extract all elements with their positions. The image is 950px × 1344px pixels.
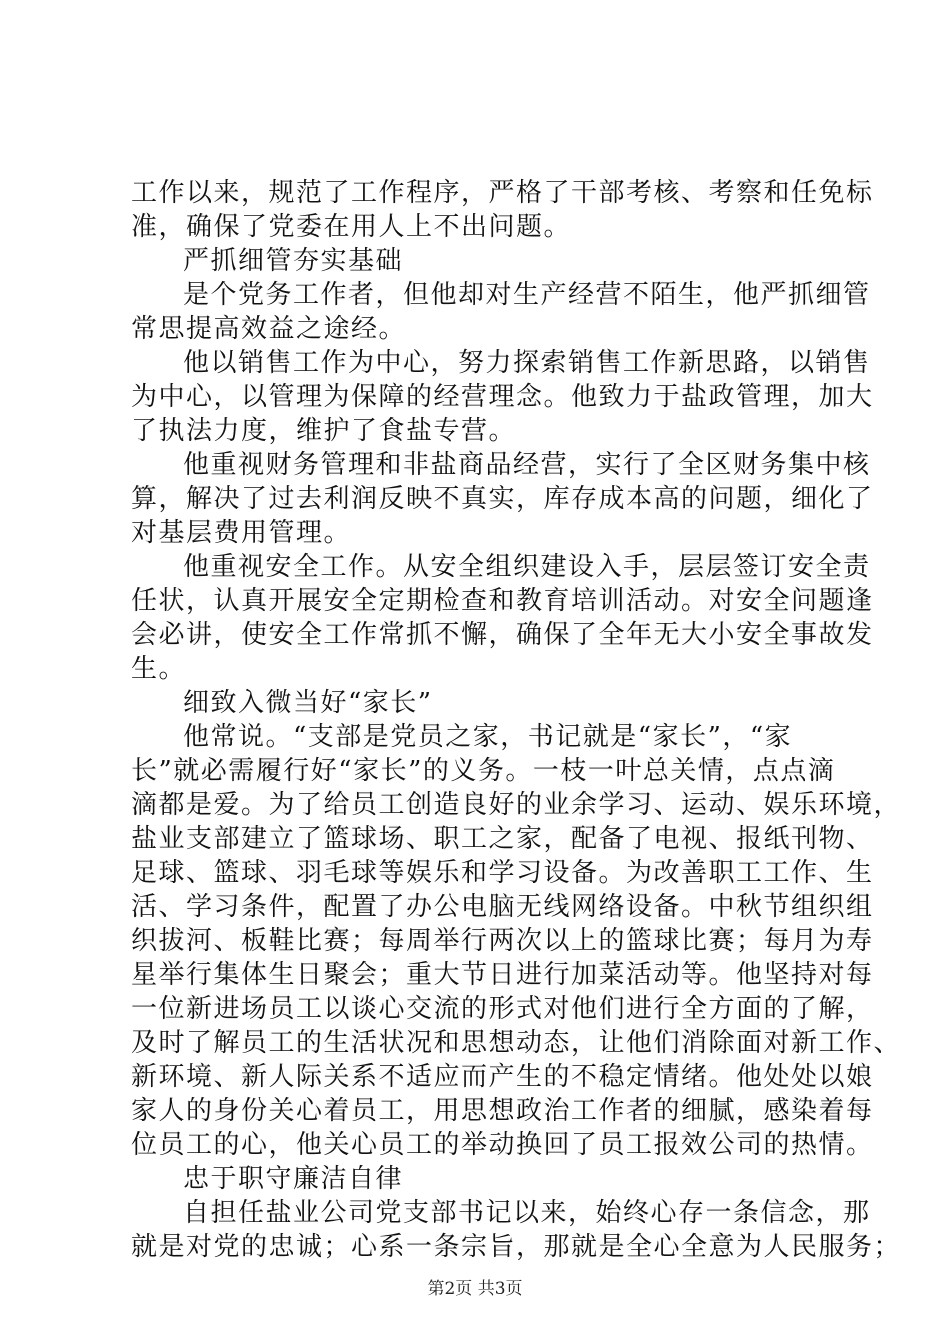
text-line: 为中心，以管理为保障的经营理念。他致力于盐政管理，加大 [131, 382, 874, 412]
text-line: 足球、篮球、羽毛球等娱乐和学习设备。为改善职工工作、生 [131, 858, 874, 888]
text-line: 算，解决了过去利润反映不真实，库存成本高的问题，细化了 [131, 484, 874, 514]
text-line: 他常说。“支部是党员之家，书记就是“家长”，“家 [183, 722, 793, 752]
text-line: 一位新进场员工以谈心交流的形式对他们进行全方面的了解， [131, 994, 874, 1024]
text-line: 工作以来，规范了工作程序，严格了干部考核、考察和任免标 [131, 178, 874, 208]
text-line: 了执法力度，维护了食盐专营。 [131, 416, 517, 446]
text-line: 长”就必需履行好“家长”的义务。一枝一叶总关情，点点滴 [131, 756, 836, 786]
text-line: 他重视财务管理和非盐商品经营，实行了全区财务集中核 [183, 450, 871, 480]
text-line: 任状，认真开展安全定期检查和教育培训活动。对安全问题逢 [131, 586, 874, 616]
text-line: 位员工的心，他关心员工的举动换回了员工报效公司的热情。 [131, 1130, 874, 1160]
text-line: 活、学习条件，配置了办公电脑无线网络设备。中秋节组织组 [131, 892, 874, 922]
text-line: 是个党务工作者，但他却对生产经营不陌生，他严抓细管 [183, 280, 871, 310]
text-line: 星举行集体生日聚会；重大节日进行加菜活动等。他坚持对每 [131, 960, 874, 990]
section-heading: 细致入微当好“家长” [183, 688, 433, 718]
text-line: 准，确保了党委在用人上不出问题。 [131, 212, 572, 242]
page-footer [0, 1278, 950, 1300]
text-line: 就是对党的忠诚；心系一条宗旨，那就是全心全意为人民服务； [131, 1232, 902, 1262]
text-line: 新环境、新人际关系不适应而产生的不稳定情绪。他处处以娘 [131, 1062, 874, 1092]
text-line: 及时了解员工的生活状况和思想动态，让他们消除面对新工作、 [131, 1028, 902, 1058]
page-number-label: 第2页 共3页 [427, 1279, 523, 1299]
section-heading: 严抓细管夯实基础 [183, 246, 404, 276]
text-line: 自担任盐业公司党支部书记以来，始终心存一条信念，那 [183, 1198, 871, 1228]
text-line: 他重视安全工作。从安全组织建设入手，层层签订安全责 [183, 552, 871, 582]
text-line: 织拔河、板鞋比赛；每周举行两次以上的篮球比赛；每月为寿 [131, 926, 874, 956]
text-line: 对基层费用管理。 [131, 518, 352, 548]
section-heading: 忠于职守廉洁自律 [183, 1164, 404, 1194]
text-line: 会必讲，使安全工作常抓不懈，确保了全年无大小安全事故发 [131, 620, 874, 650]
text-line: 生。 [131, 654, 187, 684]
text-line: 家人的身份关心着员工，用思想政治工作者的细腻，感染着每 [131, 1096, 874, 1126]
text-line: 滴都是爱。为了给员工创造良好的业余学习、运动、娱乐环境， [131, 790, 902, 820]
text-line: 常思提高效益之途经。 [131, 314, 407, 344]
text-line: 他以销售工作为中心，努力探索销售工作新思路，以销售 [183, 348, 871, 378]
text-line: 盐业支部建立了篮球场、职工之家，配备了电视、报纸刊物、 [131, 824, 874, 854]
